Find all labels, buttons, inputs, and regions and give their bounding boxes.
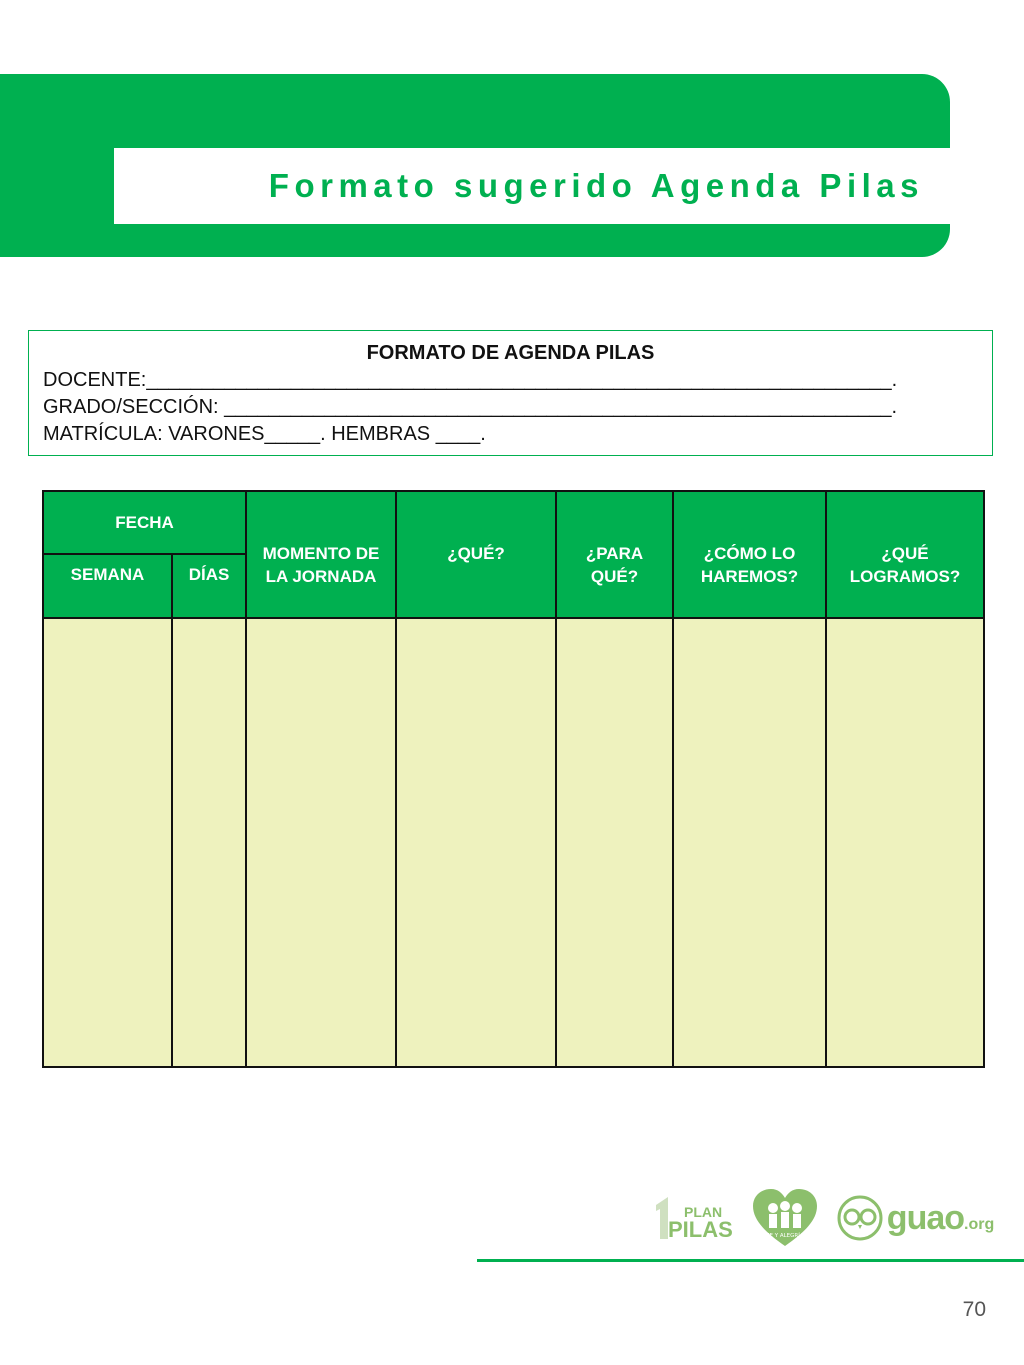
guao-logo xyxy=(837,1195,994,1241)
table-row xyxy=(43,618,984,1067)
header-dias: DÍAS xyxy=(172,554,246,618)
header-title-box xyxy=(114,148,950,224)
cell-dias[interactable] xyxy=(172,618,246,1067)
docente-line: DOCENTE:___________________________________________________________________. xyxy=(43,369,898,391)
footer-divider xyxy=(477,1259,1024,1262)
header-como: ¿CÓMO LO HAREMOS? xyxy=(673,491,826,618)
plan-pilas-logo xyxy=(650,1195,733,1241)
guao-text: guao.org xyxy=(886,1198,995,1237)
cell-logramos[interactable] xyxy=(826,618,984,1067)
page-title: Formato sugerido Agenda Pilas xyxy=(268,167,924,204)
cell-momento[interactable] xyxy=(246,618,396,1067)
fe-y-alegria-heart-logo xyxy=(751,1188,819,1248)
header-que: ¿QUÉ? xyxy=(396,491,556,618)
page-number: 70 xyxy=(962,1298,986,1321)
cell-como[interactable] xyxy=(673,618,826,1067)
grado-line: GRADO/SECCIÓN: ____________________________________________________________. xyxy=(43,396,898,418)
owl-icon xyxy=(837,1195,883,1241)
pilas-text: PILAS xyxy=(668,1217,733,1242)
header-para-que: ¿PARA QUÉ? xyxy=(556,491,673,618)
cell-que[interactable] xyxy=(396,618,556,1067)
agenda-table xyxy=(42,490,985,1068)
form-title: FORMATO DE AGENDA PILAS xyxy=(366,342,655,364)
fe-y-alegria-text: FE Y ALEGRÍA xyxy=(766,1233,804,1239)
footer-logos xyxy=(650,1186,1010,1250)
agenda-info-box xyxy=(28,330,993,456)
header-logramos: ¿QUÉ LOGRAMOS? xyxy=(826,491,984,618)
header-semana: SEMANA xyxy=(43,554,172,618)
header-fecha: FECHA xyxy=(43,491,246,554)
header-momento: MOMENTO DE LA JORNADA xyxy=(246,491,396,618)
cell-semana[interactable] xyxy=(43,618,172,1067)
cell-para-que[interactable] xyxy=(556,618,673,1067)
matricula-line: MATRÍCULA: VARONES_____. HEMBRAS ____. xyxy=(43,423,486,445)
plan-text: PLAN xyxy=(684,1204,723,1220)
